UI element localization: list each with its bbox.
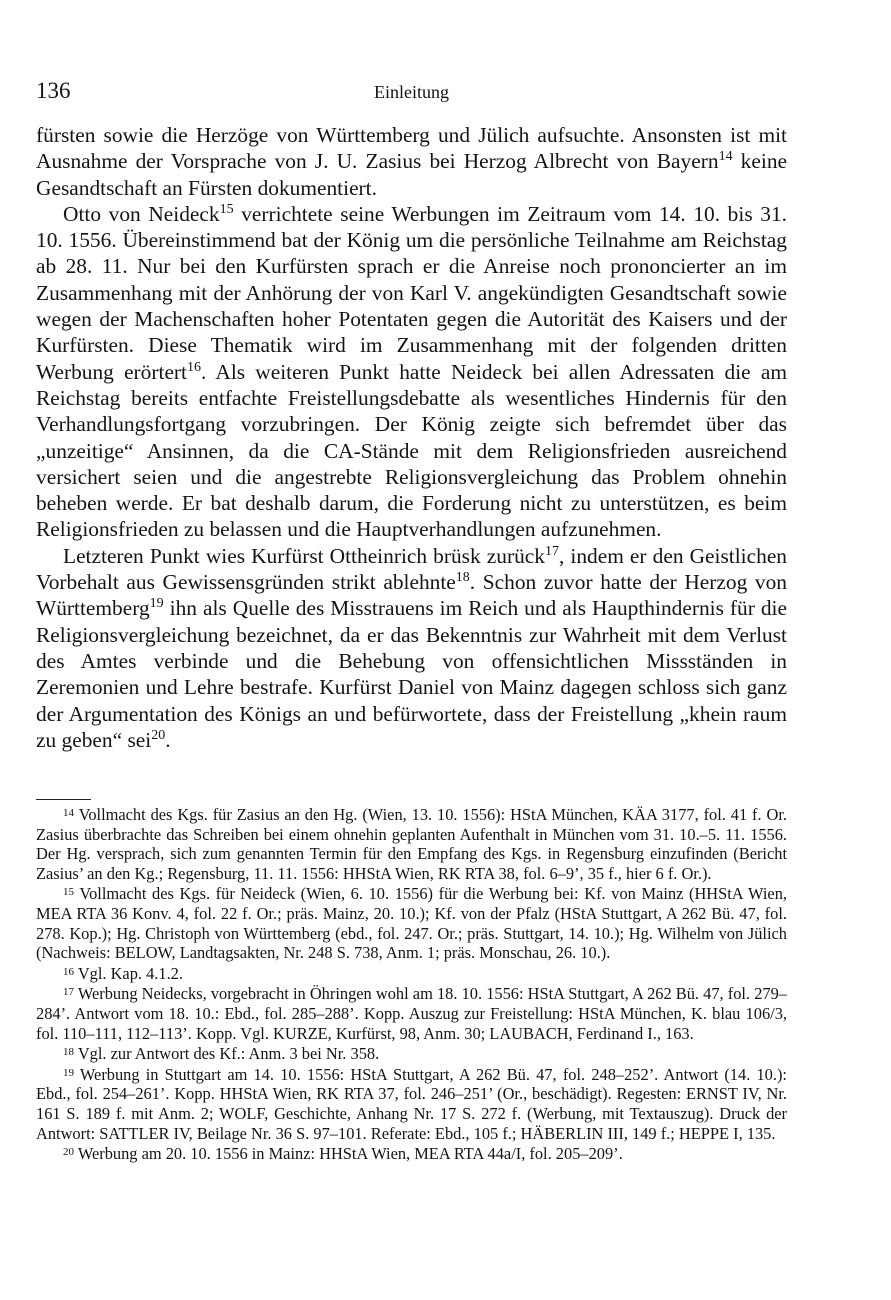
footnote-ref-18[interactable]: 18 — [455, 570, 470, 586]
footnote-ref-14[interactable]: 14 — [718, 149, 733, 165]
text-run: . Als weiteren Punkt hatte Neideck bei allen Adressaten die am Reichstag bereits entfachte Freistellungsdebatte als wesentliches Hindernis für den Verhandlungsfortgang vorzubringen. Der König zeigte sich befremdet über das „unzeitige“ Ansinnen, da die CA-Stände mit dem Religionsfrieden ausreichend versichert seien und die angestrebte Religionsvergleichung das Problem ohnehin beheben werde. Er bat deshalb darum, die Forderung nicht zu unterstützen, es beim Religionsfrieden zu belassen und die Hauptverhandlungen aufzunehmen. — [36, 359, 787, 542]
footnote-text: Werbung am 20. 10. 1556 in Mainz: HHStA Wien, MEA RTA 44a/I, fol. 205–209’. — [77, 1144, 623, 1164]
footnote-number: 15 — [63, 886, 74, 899]
text-run: Otto von Neideck — [63, 201, 220, 226]
text-run: keine Gesandtschaft an Fürsten dokumentiert. — [36, 149, 788, 200]
footnote — [36, 1064, 787, 1143]
paragraph — [36, 543, 787, 753]
footnote-ref-15[interactable]: 15 — [219, 201, 234, 217]
footnote — [36, 983, 787, 1043]
footnote-text: Vgl. Kap. 4.1.2. — [77, 963, 183, 983]
text-run: , indem er den Geistlichen Vorbehalt aus Gewissensgründen strikt ablehnte — [36, 543, 788, 595]
footnote-number: 17 — [63, 986, 74, 999]
footnote-text: Vgl. zur Antwort des Kf.: Anm. 3 bei Nr. 358. — [77, 1044, 380, 1064]
footnote-ref-19[interactable]: 19 — [149, 596, 164, 612]
text-run: fürsten sowie die Herzöge von Württemberg und Jülich aufsuchte. Ansonsten ist mit Ausnahme der Vorsprache von J. U. Zasius bei Herzog Albrecht von Bayern — [36, 123, 787, 174]
footnote-text: Vollmacht des Kgs. für Neideck (Wien, 6. 10. 1556) für die Werbung bei: Kf. von Mainz (HHStA Wien, MEA RTA 36 Konv. 4, fol. 22 f. Or.; präs. Mainz, 20. 10.); Kf. von der Pfalz (HStA Stuttgart, A 262 Bü. 47, fol. 278. Kop.); Hg. Christoph von Württemberg (ebd., fol. 247. Or.; präs. Stuttgart, 14. 10.); Hg. Wilhelm von Jülich (Nachweis: BELOW, Landtagsakten, Nr. 248 S. 738, Anm. 1; präs. Monschau, 26. 10.). — [36, 884, 787, 963]
footnote-ref-20[interactable]: 20 — [151, 727, 166, 743]
footnote — [36, 963, 787, 984]
footnote-text: Werbung in Stuttgart am 14. 10. 1556: HStA Stuttgart, A 262 Bü. 47, fol. 248–252’. Antwort (14. 10.): Ebd., fol. 254–261’. Kopp. HHStA Wien, RK RTA 37, fol. 246–251’ (Or., beschädigt). Regesten: ERNST IV, Nr. 161 S. 189 f. mit Anm. 2; WOLF, Geschichte, Anhang Nr. 17 S. 272 f. (Werbung, mit Textauszug). Druck der Antwort: SATTLER IV, Beilage Nr. 36 S. 97–101. Referate: Ebd., 105 f.; HÄBERLIN III, 149 f.; HEPPE I, 135. — [36, 1064, 787, 1143]
text-run: Letzteren Punkt wies Kurfürst Ottheinrich brüsk zurück — [63, 543, 545, 568]
footnote-text: Werbung Neidecks, vorgebracht in Öhringen wohl am 18. 10. 1556: HStA Stuttgart, A 262 Bü. 47, fol. 279–284’. Antwort vom 18. 10.: Ebd., fol. 285–288’. Kopp. Auszug zur Freistellung: HStA München, K. blau 106/3, fol. 110–111, 112–113’. Kopp. Vgl. KURZE, Kurfürst, 98, Anm. 30; LAUBACH, Ferdinand I., 163. — [36, 984, 787, 1043]
footnote — [36, 1043, 787, 1064]
footnote-number: 14 — [63, 807, 74, 819]
text-run: . Schon zuvor hatte der Herzog von Württemberg — [36, 570, 787, 621]
paragraph — [36, 122, 787, 201]
page-number: 136 — [36, 78, 71, 103]
text-run: ihn als Quelle des Misstrauens im Reich und als Haupthindernis für die Religionsvergleichung bezeichnet, da er das Bekenntnis zur Wahrheit mit dem Verlust des Amtes verbinde und die Behebung von offensichtlichen Missständen in Zeremonien und Lehre bestrafe. Kurfürst Daniel von Mainz dagegen schloss sich ganz der Argumentation des Königs an und befürwortete, dass der Freistellung „khein raum zu geben“ sei — [36, 596, 787, 752]
footnote-ref-17[interactable]: 17 — [544, 543, 559, 559]
text-run: . — [165, 727, 171, 752]
text-run: verrichtete seine Werbungen im Zeitraum vom 14. 10. bis 31. 10. 1556. Übereinstimmend bat der König um die persönliche Teilnahme am Reichstag ab 28. 11. Nur bei den Kurfürsten sprach er die Anreise noch prononcierter an im Zusammenhang mit der Anhörung der von Karl V. angekündigten Gesandtschaft sowie wegen der Machenschaften hoher Potentaten gegen die Autorität des Kaisers und der Kurfürsten. Diese Thematik wird im Zusammenhang mit der folgenden dritten Werbung erörtert — [36, 201, 787, 384]
footnote — [36, 804, 787, 883]
footnote-ref-16[interactable]: 16 — [187, 359, 202, 375]
page-header — [36, 78, 787, 106]
footnote — [36, 883, 787, 962]
footnote — [36, 1143, 787, 1164]
footnote-text: Vollmacht des Kgs. für Zasius an den Hg. (Wien, 13. 10. 1556): HStA München, KÄA 3177, fol. 41 f. Or. Zasius überbrachte das Schreiben bei einem ohnehin geplanten Aufenthalt in München vom 31. 10.–5. 11. 1556. Der Hg. versprach, sich zum genannten Termin für den Empfang des Kgs. in Regensburg einzufinden (Bericht Zasius’ an den Kg.; Regensburg, 11. 11. 1556: HHStA Wien, RK RTA 38, fol. 6–9’, 35 f., hier 6 f. Or.). — [36, 805, 787, 883]
paragraph — [36, 201, 787, 543]
footnote-divider — [36, 799, 91, 800]
footnote-number: 20 — [63, 1146, 74, 1159]
running-title: Einleitung — [374, 82, 449, 102]
footnote-number: 19 — [63, 1066, 74, 1079]
main-text — [36, 122, 787, 753]
footnotes — [36, 804, 787, 1164]
footnote-number: 18 — [63, 1046, 74, 1059]
footnote-number: 16 — [63, 965, 74, 978]
